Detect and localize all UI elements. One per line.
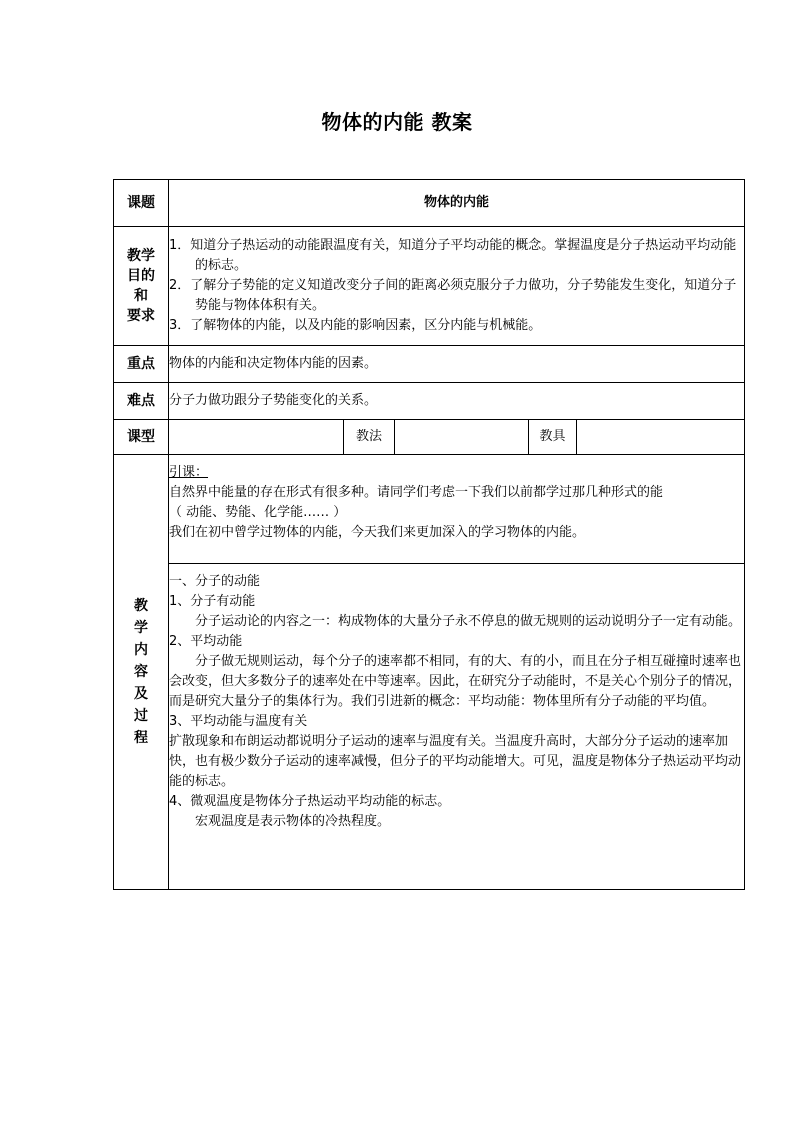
paragraph: 分子做无规则运动，每个分子的速率都不相同，有的大、有的小，而且在分子相互碰撞时速率也会改变，但大多数分子的速率处在中等速率。因此，在研究分子动能时，不是关心个别分子的情况，而是研究大量分子的集体行为。我们引进新的概念：平均动能：物体里所有分子动能的平均值。 (169, 654, 742, 709)
paragraph: 扩散现象和布朗运动都说明分子运动的速率与温度有关。当温度升高时，大部分分子运动的速率加快，也有极少数分子运动的速率减慢，但分子的平均动能增大。可见，温度是物体分子热运动平均动能的标志。 (169, 734, 742, 789)
lesson-type-label: 课型 (114, 420, 169, 455)
lesson-type-row (114, 420, 745, 455)
process-label (114, 455, 169, 890)
difficulty-value: 分子力做功跟分子势能变化的关系。 (169, 383, 745, 420)
process-label-char: 及 (134, 686, 148, 702)
key-point-row (114, 346, 745, 383)
method-label: 教法 (344, 420, 395, 455)
intro-row (114, 455, 745, 564)
objective-item: 3．了解物体的内能，以及内能的影响因素，区分内能与机械能。 (169, 318, 542, 333)
objectives-label (114, 227, 169, 346)
objective-item: 1．知道分子热运动的动能跟温度有关，知道分子平均动能的概念。掌握温度是分子热运动平均动能的标志。 (169, 238, 737, 273)
subsection-heading: 1、分子有动能 (169, 594, 256, 609)
topic-row (114, 180, 745, 227)
content-row (114, 564, 745, 890)
paragraph: 宏观温度是表示物体的冷热程度。 (195, 814, 391, 829)
objective-item: 2．了解分子势能的定义知道改变分子间的距离必须克服分子力做功，分子势能发生变化，知道分子势能与物体体积有关。 (169, 278, 737, 313)
difficulty-row (114, 383, 745, 420)
lesson-type-value (169, 420, 344, 455)
intro-line: 我们在初中曾学过物体的内能，今天我们来更加深入的学习物体的内能。 (169, 525, 586, 540)
process-label-char: 内 (134, 642, 148, 658)
objectives-label-line: 要求 (127, 308, 155, 324)
difficulty-label: 难点 (114, 383, 169, 420)
subsection-heading: 3、平均动能与温度有关 (169, 714, 308, 729)
topic-value: 物体的内能 (169, 180, 745, 227)
tools-value (577, 420, 745, 455)
objectives-label-line: 教学 (127, 248, 155, 264)
process-label-char: 容 (134, 664, 148, 680)
objectives-label-line: 目的 (127, 268, 155, 284)
lesson-plan-table (113, 179, 745, 890)
intro-heading: 引课： (169, 465, 209, 480)
method-value (395, 420, 529, 455)
process-label-char: 过 (134, 708, 148, 724)
content-cell (169, 564, 745, 890)
objectives-label-line: 和 (134, 288, 148, 304)
intro-cell (169, 455, 745, 564)
page-title: 物体的内能 教案 (321, 110, 473, 134)
intro-line: （ 动能、势能、化学能…… ） (169, 505, 347, 520)
tools-label: 教具 (529, 420, 577, 455)
key-point-value: 物体的内能和决定物体内能的因素。 (169, 346, 745, 383)
process-label-char: 教 (134, 598, 148, 614)
process-label-char: 程 (134, 730, 148, 746)
subsection-heading: 4、微观温度是物体分子热运动平均动能的标志。 (169, 794, 451, 809)
topic-label: 课题 (114, 180, 169, 227)
section-heading: 一、分子的动能 (169, 574, 261, 589)
process-label-char: 学 (134, 620, 148, 636)
intro-line: 自然界中能量的存在形式有很多种。请同学们考虑一下我们以前都学过那几种形式的能 (169, 485, 664, 500)
objectives-list (169, 227, 745, 346)
key-point-label: 重点 (114, 346, 169, 383)
objectives-row (114, 227, 745, 346)
subsection-heading: 2、平均动能 (169, 634, 243, 649)
paragraph: 分子运动论的内容之一：构成物体的大量分子永不停息的做无规则的运动说明分子一定有动能。 (195, 614, 742, 629)
